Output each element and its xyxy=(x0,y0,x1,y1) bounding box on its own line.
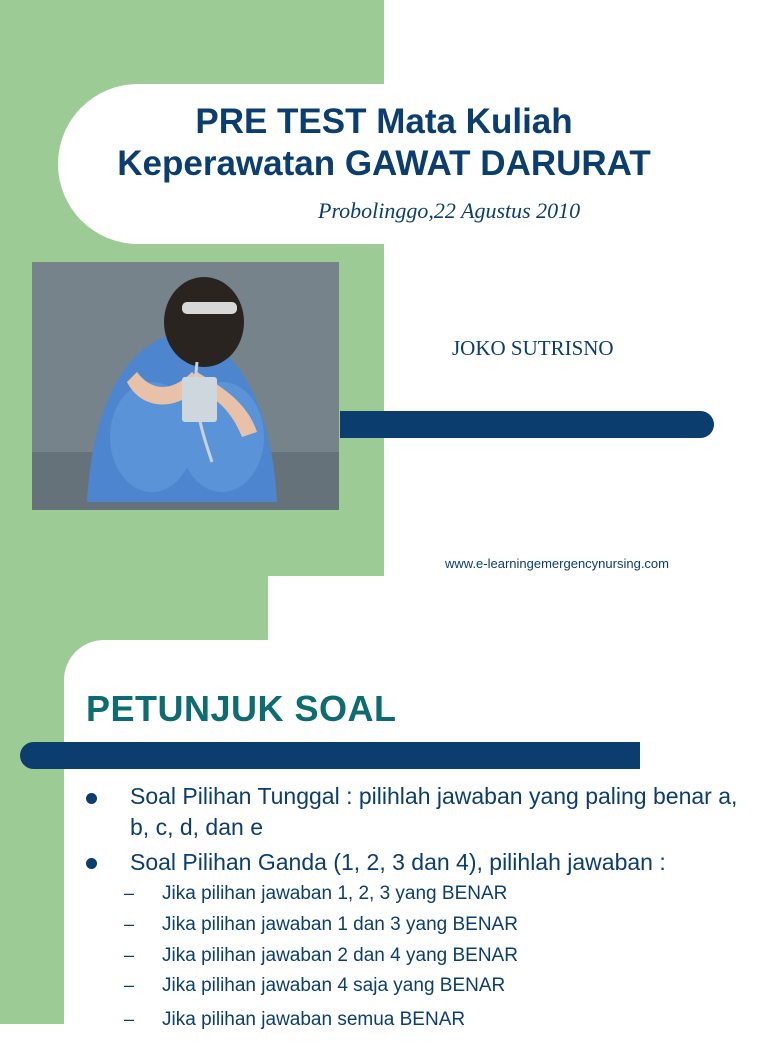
nurse-illustration xyxy=(32,262,339,510)
title-line-1: PRE TEST Mata Kuliah xyxy=(195,102,573,141)
dash-marker: – xyxy=(124,914,135,934)
sub-item xyxy=(0,975,768,1005)
sub-item-text: Jika pilihan jawaban semua BENAR xyxy=(162,1009,466,1030)
accent-bar xyxy=(340,411,714,438)
dash-marker: – xyxy=(124,975,135,995)
subtitle-date: Probolinggo,22 Agustus 2010 xyxy=(318,198,581,223)
dash-marker: – xyxy=(124,883,135,903)
sub-item-text: Jika pilihan jawaban 2 dan 4 yang BENAR xyxy=(162,945,518,966)
nurse-photo xyxy=(32,262,339,510)
sub-item xyxy=(0,914,768,944)
sub-item xyxy=(0,883,768,913)
sub-item xyxy=(0,1009,768,1039)
sub-item-text: Jika pilihan jawaban 4 saja yang BENAR xyxy=(162,975,506,996)
bullet-text: Soal Pilihan Ganda (1, 2, 3 dan 4), pilihlah jawaban : xyxy=(130,849,666,875)
website-url: www.e-learningemergencynursing.com xyxy=(445,556,669,571)
title-line-2: Keperawatan GAWAT DARURAT xyxy=(117,144,651,183)
sub-item xyxy=(0,945,768,975)
dash-marker: – xyxy=(124,945,135,965)
sub-item-text: Jika pilihan jawaban 1, 2, 3 yang BENAR xyxy=(162,883,508,904)
accent-bar-2 xyxy=(20,742,640,769)
section-heading: PETUNJUK SOAL xyxy=(86,688,397,729)
sub-item-text: Jika pilihan jawaban 1 dan 3 yang BENAR xyxy=(162,914,518,935)
author-name: JOKO SUTRISNO xyxy=(452,336,614,360)
dash-marker: – xyxy=(124,1009,135,1029)
bullet-dot xyxy=(86,858,97,869)
bullet-dot xyxy=(86,793,97,804)
bullet-text: Soal Pilihan Tunggal : pilihlah jawaban yang paling benar a, b, c, d, dan e xyxy=(130,783,738,840)
instructions-slide xyxy=(0,576,768,1030)
